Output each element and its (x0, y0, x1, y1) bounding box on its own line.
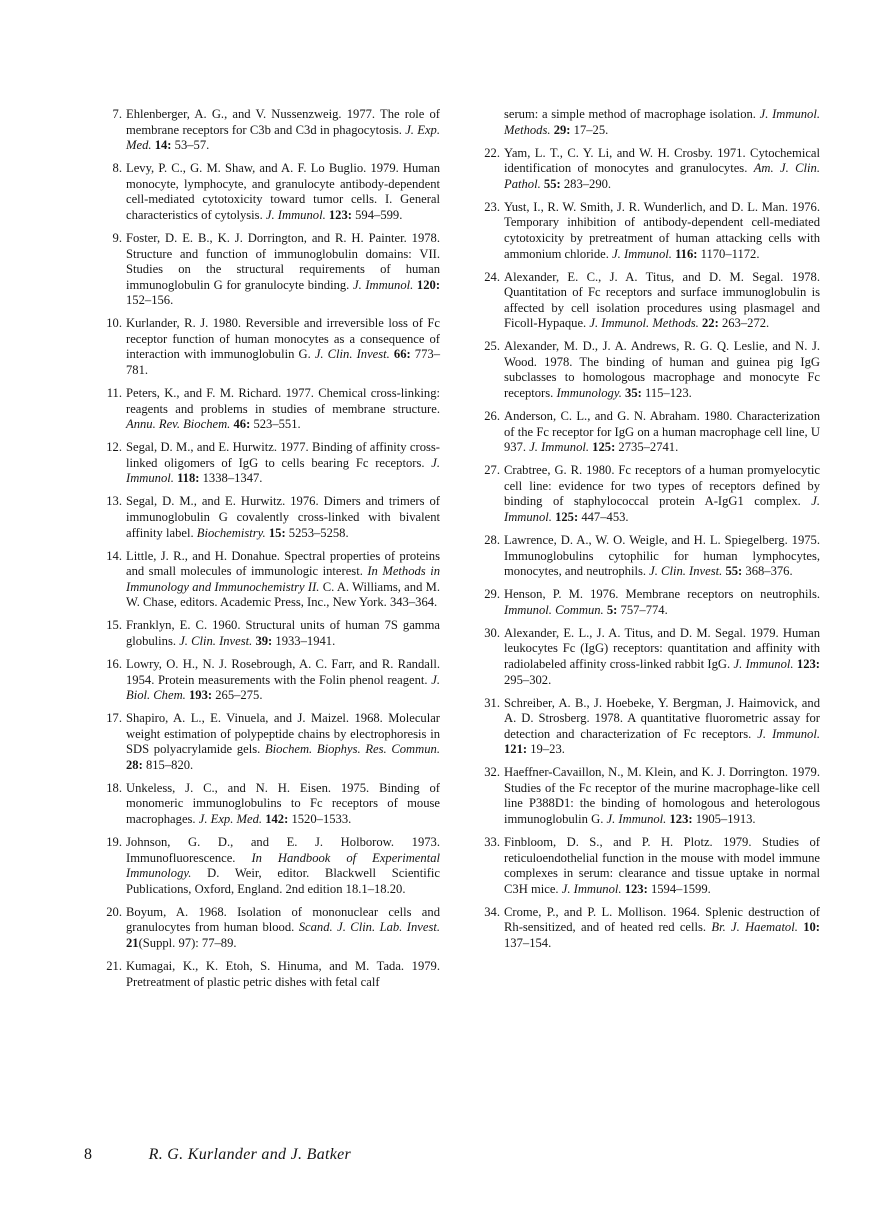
reference-item (104, 711, 440, 773)
reference-journal: J. Biol. Chem. (126, 672, 440, 703)
reference-pages: 1905–1913. (695, 812, 756, 827)
reference-text: Lowry, O. H., N. J. Rosebrough, A. C. Farr, and R. Randall. 1954. Protein measurements with the Folin phenol reagent. (126, 656, 440, 687)
reference-volume: 66: (393, 347, 411, 362)
reference-volume: 21 (126, 935, 139, 950)
reference-volume: 125: (592, 440, 616, 455)
reference-pages: 447–453. (581, 510, 629, 524)
reference-number: 12 . (104, 440, 122, 456)
reference-volume: 123: (796, 656, 820, 671)
reference-item (104, 618, 440, 649)
reference-number: 17 . (104, 711, 122, 727)
reference-journal: J. Immunol. (733, 656, 794, 671)
reference-number: 21 . (104, 959, 122, 975)
reference-item (482, 905, 820, 952)
reference-volume: 118: (177, 471, 200, 486)
reference-volume: 120: (416, 277, 441, 292)
reference-item (482, 409, 820, 456)
reference-volume: 39: (255, 633, 273, 648)
reference-text: Ehlenberger, A. G., and V. Nussenzweig. 1977. The role of membrane receptors for C3b and C3d in phagocytosis. (126, 107, 440, 137)
page-number: 8 (84, 1146, 93, 1163)
reference-journal: J. Clin. Invest. (179, 633, 253, 648)
reference-item (104, 386, 440, 433)
reference-pages: D. Weir, editor. Blackwell Scientific Publications, Oxford, England. 2nd edition 18.1–18.20. (126, 866, 441, 896)
reference-item (104, 657, 440, 704)
reference-item (482, 696, 820, 758)
reference-volume: 46: (233, 417, 251, 432)
reference-volume: 28: (126, 757, 143, 772)
reference-number: 24 . (482, 270, 500, 286)
reference-number: 33 . (482, 835, 500, 851)
reference-number: 15 . (104, 618, 122, 634)
reference-journal: J. Immunol. (757, 726, 820, 741)
reference-journal: J. Immunol. Methods. (504, 107, 820, 137)
reference-item (482, 533, 820, 580)
reference-number: 29 . (482, 587, 500, 603)
reference-journal: Immunology. (556, 386, 622, 401)
reference-volume: 123: (328, 207, 352, 222)
reference-journal: Biochemistry. (196, 525, 266, 540)
reference-pages: 757–774. (620, 602, 668, 617)
reference-journal: J. Exp. Med. (126, 122, 440, 153)
reference-volume: 121: (504, 742, 528, 757)
reference-text: Franklyn, E. C. 1960. Structural units of human 7S gamma globulins. (126, 618, 440, 648)
reference-pages: 773–781. (126, 347, 440, 378)
reference-volume: 116: (675, 246, 698, 261)
reference-journal: J. Immunol. (352, 277, 414, 292)
reference-item (104, 494, 440, 541)
reference-journal: Immunol. Commun. (504, 602, 604, 617)
reference-text: Anderson, C. L., and G. N. Abraham. 1980. Characterization of the Fc receptor for IgG on a human macrophage cell line, U 937. (504, 409, 820, 455)
reference-text: Alexander, E. C., J. A. Titus, and D. M. Segal. 1978. Quantitation of Fc receptors and surface immunoglobulin is affected by cell isolation procedures using plasmagel and Ficoll-Hypaque. (504, 269, 820, 331)
reference-pages: 523–551. (253, 417, 301, 432)
reference-pages: 53–57. (174, 138, 210, 153)
reference-number: 7 . (104, 107, 122, 123)
reference-journal: J. Immunol. (612, 246, 672, 261)
reference-text: Henson, P. M. 1976. Membrane receptors on neutrophils. (504, 587, 820, 602)
reference-journal: J. Immunol. Methods. (589, 316, 699, 331)
reference-volume: 123: (624, 881, 648, 896)
reference-number: 22 . (482, 146, 500, 162)
reference-item (104, 549, 440, 611)
reference-text: serum: a simple method of macrophage isolation. (504, 107, 756, 121)
reference-pages: 263–272. (721, 316, 770, 331)
reference-text: Kurlander, R. J. 1980. Reversible and irreversible loss of Fc receptor function of human monocytes as a consequence of interaction with immunoglobulin G. (126, 316, 440, 362)
reference-item (482, 835, 820, 897)
reference-volume: 193: (188, 688, 213, 703)
reference-number: 18 . (104, 781, 122, 797)
reference-text: Alexander, M. D., J. A. Andrews, R. G. Q. Leslie, and N. J. Wood. 1978. The binding of human and guinea pig IgG subclasses to homologous macrophage and monocyte Fc receptors. (504, 339, 820, 401)
reference-number: 16 . (104, 657, 122, 673)
reference-item (104, 316, 440, 378)
reference-pages: C. A. Williams, and M. W. Chase, editors. Academic Press, Inc., New York. 343–364. (126, 579, 440, 610)
reference-volume: 142: (265, 812, 289, 827)
reference-number: 30 . (482, 626, 500, 642)
reference-volume: 123: (669, 812, 693, 827)
reference-volume: 22: (702, 316, 719, 331)
reference-text: Crome, P., and P. L. Mollison. 1964. Splenic destruction of Rh-sensitized, and of heated red cells. (504, 904, 820, 935)
reference-number: 27 . (482, 463, 500, 479)
reference-text: Shapiro, A. L., E. Vinuela, and J. Maizel. 1968. Molecular weight estimation of polypeptide chains by electrophoresis in SDS polyacrylamide gels. (126, 711, 440, 757)
reference-number: 34 . (482, 905, 500, 921)
reference-pages: 1170–1172. (700, 246, 760, 261)
reference-item (482, 339, 820, 401)
reference-volume: 55: (543, 176, 561, 191)
reference-journal: Am. J. Clin. Pathol. (504, 161, 820, 191)
reference-text: Segal, D. M., and E. Hurwitz. 1976. Dimers and trimers of immunoglobulin G covalently cross-linked with bivalent affinity label. (126, 494, 440, 540)
reference-item (482, 200, 820, 262)
reference-item (104, 905, 440, 952)
reference-journal: Annu. Rev. Biochem. (126, 417, 231, 432)
reference-text: Unkeless, J. C., and N. H. Eisen. 1975. Binding of monomeric immunoglobulins to Fc receptors of mouse macrophages. (126, 780, 440, 827)
reference-pages: 152–156. (126, 293, 174, 308)
reference-text: Boyum, A. 1968. Isolation of mononuclear cells and granulocytes from human blood. (126, 904, 440, 935)
reference-pages: 1520–1533. (291, 812, 352, 827)
reference-number: 8 . (104, 161, 122, 177)
reference-volume: 29: (553, 122, 571, 137)
reference-journal: Biochem. Biophys. Res. Commun. (264, 742, 440, 757)
reference-journal: J. Immunol. (561, 881, 622, 896)
reference-list-right (482, 107, 820, 959)
reference-pages: (Suppl. 97): 77–89. (138, 935, 237, 950)
reference-text: Peters, K., and F. M. Richard. 1977. Chemical cross-linking: reagents and problems in studies of membrane structure. (126, 386, 440, 416)
reference-pages: 368–376. (745, 564, 793, 579)
reference-text: Finbloom, D. S., and P. H. Plotz. 1979. Studies of reticuloendothelial function in the mouse with model immune complexes in serum: clearance and tissue uptake in normal C3H mice. (504, 835, 820, 896)
reference-text: Segal, D. M., and E. Hurwitz. 1977. Binding of affinity cross-linked oligomers of IgG to cells bearing Fc receptors. (126, 440, 440, 470)
reference-number: 28 . (482, 533, 500, 549)
reference-pages: 283–290. (563, 176, 612, 191)
reference-journal: J. Immunol. (606, 812, 667, 827)
reference-journal: J. Clin. Invest. (314, 347, 390, 362)
reference-item (104, 107, 440, 154)
reference-journal: J. Immunol. (529, 440, 590, 455)
reference-volume: 55: (725, 564, 743, 579)
reference-pages: 2735–2741. (618, 440, 679, 455)
reference-text: Kumagai, K., K. Etoh, S. Hinuma, and M. Tada. 1979. Pretreatment of plastic petric dishes with fetal calf (126, 958, 440, 989)
reference-item (104, 161, 440, 223)
reference-journal: In Methods in Immunology and Immunochemistry II. (126, 564, 440, 594)
reference-number: 10 . (104, 316, 122, 332)
reference-text: Crabtree, G. R. 1980. Fc receptors of a human promyelocytic cell line: evidence for two types of receptors defined by binding of staphylococcal protein A-IgG1 complex. (504, 463, 820, 509)
reference-text: Levy, P. C., G. M. Shaw, and A. F. Lo Buglio. 1979. Human monocyte, lymphocyte, and granulocyte antibody-dependent cell-mediated cytotoxicity toward tumor cells. I. General characteristics of cytolysis. (126, 161, 440, 222)
running-author: R. G. Kurlander and J. Batker (148, 1146, 352, 1163)
reference-number: 13 . (104, 494, 122, 510)
reference-pages: 1338–1347. (202, 471, 263, 486)
reference-item (104, 781, 440, 828)
reference-number: 19 . (104, 835, 122, 851)
reference-journal: J. Immunol. (265, 207, 326, 222)
reference-item (104, 835, 440, 897)
reference-pages: 594–599. (355, 207, 403, 222)
reference-pages: 19–23. (530, 742, 565, 757)
reference-item (482, 765, 820, 827)
reference-item (104, 231, 440, 309)
reference-journal: J. Immunol. (504, 494, 820, 524)
reference-pages: 1594–1599. (650, 881, 711, 896)
reference-text: Yust, I., R. W. Smith, J. R. Wunderlich, and D. L. Man. 1976. Temporary inhibition of antibody-dependent cell-mediated cytotoxicity by pretreatment of human attacking cells with ammonium chloride. (504, 199, 820, 261)
reference-volume: 10: (803, 920, 820, 935)
reference-text: Little, J. R., and H. Donahue. Spectral properties of proteins and small molecules of immunologic interest. (126, 548, 440, 579)
reference-number: 26 . (482, 409, 500, 425)
page-footer (84, 1146, 351, 1164)
reference-number: 23 . (482, 200, 500, 216)
reference-pages: 137–154. (504, 935, 552, 950)
reference-item (482, 463, 820, 525)
reference-text: Schreiber, A. B., J. Hoebeke, Y. Bergman, J. Haimovick, and A. D. Strosberg. 1978. A quantitative fluorometric assay for detection and characterization of Fc receptors. (504, 695, 820, 741)
reference-item (482, 270, 820, 332)
reference-pages: 17–25. (573, 122, 609, 137)
reference-journal: J. Immunol. (126, 455, 441, 486)
reference-number: 25 . (482, 339, 500, 355)
reference-journal: J. Exp. Med. (198, 812, 263, 827)
reference-item (104, 959, 440, 990)
reference-item (482, 626, 820, 688)
reference-item (104, 440, 440, 487)
reference-text: Yam, L. T., C. Y. Li, and W. H. Crosby. 1971. Cytochemical identification of monocytes and granulocytes. (504, 145, 820, 176)
reference-journal: Br. J. Haematol. (711, 920, 798, 935)
reference-pages: 265–275. (215, 688, 263, 703)
reference-pages: 115–123. (645, 386, 692, 401)
reference-journal: Scand. J. Clin. Lab. Invest. (298, 920, 440, 935)
reference-number: 14 . (104, 549, 122, 565)
reference-pages: 295–302. (504, 672, 552, 687)
reference-item (482, 146, 820, 193)
reference-pages: 1933–1941. (275, 633, 336, 648)
reference-text: Alexander, E. L., J. A. Titus, and D. M. Segal. 1979. Human leukocytes Fc (IgG) receptors: quantitation and affinity with radiolabeled affinity cross-linked rabbit IgG. (504, 625, 820, 671)
reference-number: 20 . (104, 905, 122, 921)
reference-volume: 14: (154, 138, 172, 153)
reference-volume: 5: (606, 602, 618, 617)
reference-text: Foster, D. E. B., K. J. Dorrington, and R. H. Painter. 1978. Structure and function of immunoglobulin domains: VII. Studies on the structural requirements of human immunoglobulin G for granulocyte binding. (126, 230, 440, 292)
reference-number: 11 . (104, 386, 122, 402)
reference-volume: 35: (625, 386, 642, 401)
reference-text: Johnson, G. D., and E. J. Holborow. 1973. Immunofluorescence. (126, 835, 440, 865)
reference-journal: J. Clin. Invest. (649, 564, 723, 579)
reference-item (482, 587, 820, 618)
reference-number: 32 . (482, 765, 500, 781)
reference-list-left (104, 107, 440, 998)
reference-number: 31 . (482, 696, 500, 712)
reference-volume: 125: (555, 510, 579, 524)
reference-item (482, 107, 820, 138)
reference-pages: 815–820. (145, 757, 194, 772)
reference-text: Haeffner-Cavaillon, N., M. Klein, and K. J. Dorrington. 1979. Studies of the Fc receptor of the murine macrophage-like cell line P388D1: the binding of homologous and heterologous immunoglobulin G. (504, 765, 820, 827)
reference-journal: In Handbook of Experimental Immunology. (126, 850, 440, 881)
reference-volume: 15: (268, 525, 286, 540)
reference-number: 9 . (104, 231, 122, 247)
reference-text: Lawrence, D. A., W. O. Weigle, and H. L. Spiegelberg. 1975. Immunoglobulins cytophilic for human lymphocytes, monocytes, and neutrophils. (504, 532, 820, 579)
reference-pages: 5253–5258. (288, 525, 349, 540)
